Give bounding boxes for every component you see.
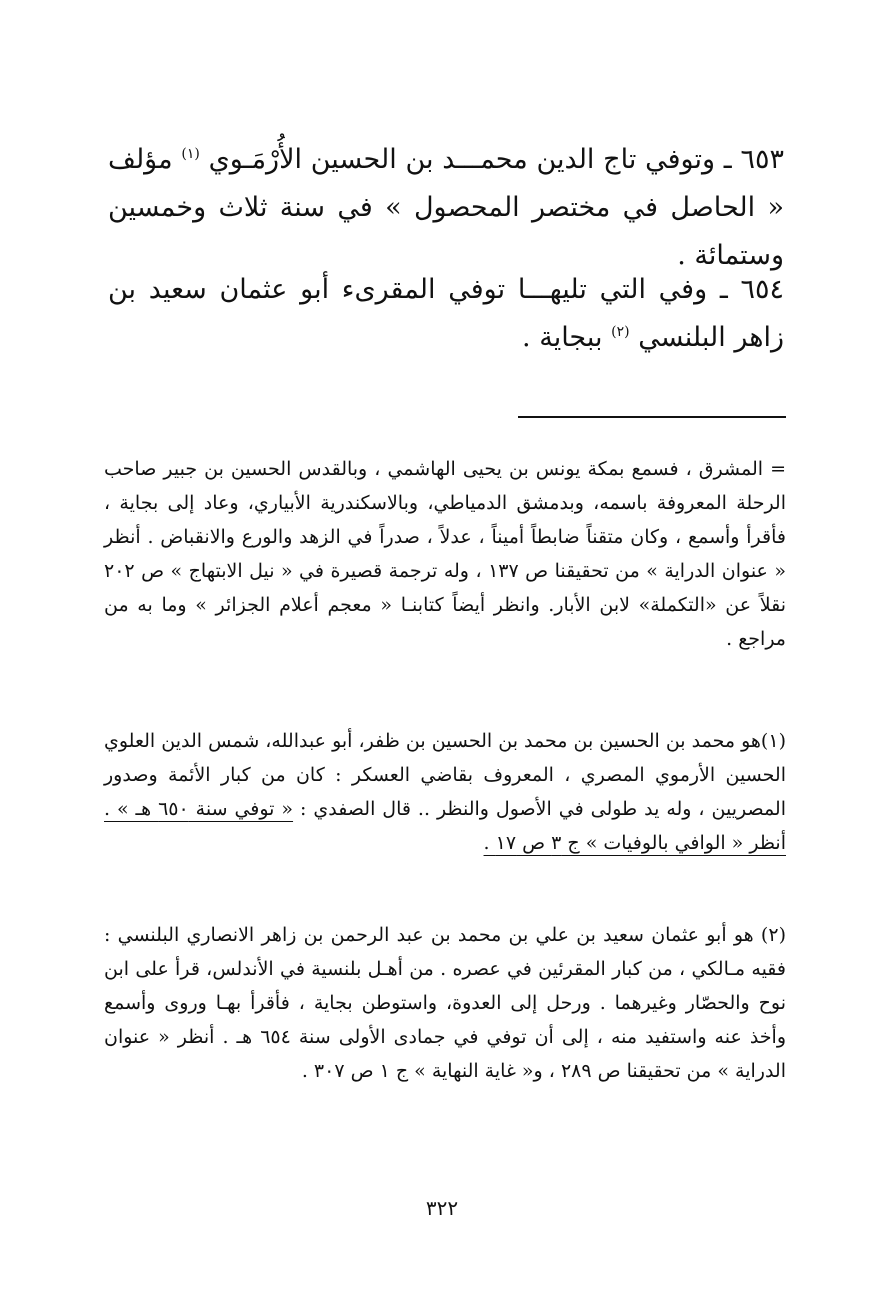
entry-653-text-start: ٦٥٣ ـ وتوفي تاج الدين محمـــد بن الحسين الأُرْمَـوي <box>208 144 784 175</box>
entry-653-text-end: مؤلف « الحاصل في مختصر المحصول » في سنة ثلاث وخمسين وستمائة . <box>108 144 784 271</box>
footnote-1 <box>104 724 786 860</box>
footnote-ref-1: (١) <box>181 146 200 162</box>
footnote-separator <box>518 416 786 418</box>
footnote-1-underlined-text: « توفي سنة ٦٥٠ هـ » . أنظر « الوافي بالوفيات » ج ٣ ص ١٧ . <box>104 798 786 854</box>
footnote-continued: = المشرق ، فسمع بمكة يونس بن يحيى الهاشمي ، وبالقدس الحسين بن جبير صاحب الرحلة المعروفة باسمه، وبدمشق الدمياطي، وبالاسكندرية الأبياري، وعاد إلى بجاية ، فأقرأ وأسمع ، وكان متقناً ضابطاً أميناً ، عدلاً ، صدراً في الزهد والورع والانقباض . أنظر « عنوان الدراية » من تحقيقنا ص ١٣٧ ، وله ترجمة قصيرة في « نيل الابتهاج » ص ٢٠٢ نقلاً عن «التكملة» لابن الأبار. وانظر أيضاً كتابنـا « معجم أعلام الجزائر » وما به من مراجع . <box>104 458 786 650</box>
entry-654-text-end: ببجاية . <box>522 322 603 353</box>
page-number: ٣٢٢ <box>425 1196 459 1220</box>
footnote-2: (٢) هو أبو عثمان سعيد بن علي بن محمد بن عبد الرحمن بن زاهر الانصاري البلنسي : فقيه مـالكي ، من كبار المقرئين في عصره . من أهـل بلنسية في الأندلس، قرأ على ابن نوح والحصّار وغيرهما . ورحل إلى العدوة، واستوطن بجاية ، فأقرأ بهـا وروى وأسمع وأخذ عنه واستفيد منه ، إلى أن توفي في جمادى الأولى سنة ٦٥٤ هـ . أنظر « عنوان الدراية » من تحقيقنا ص ٢٨٩ ، و« غاية النهاية » ج ١ ص ٣٠٧ . <box>104 924 786 1082</box>
footnote-1-text: (١)هو محمد بن الحسين بن محمد بن الحسين بن ظفر، أبو عبدالله، شمس الدين العلوي الحسين الأرموي المصري ، المعروف بقاضي العسكر : كان من كبار الأئمة وصدور المصريين ، وله يد طولى في الأصول والنظر .. قال الصفدي : <box>104 730 786 820</box>
entry-654-text-start: ٦٥٤ ـ وفي التي تليهـــا توفي المقرىء أبو عثمان سعيد بن زاهر البلنسي <box>108 274 784 353</box>
entry-653 <box>108 136 784 280</box>
entry-654 <box>108 266 784 362</box>
footnote-ref-2: (٢) <box>611 324 630 340</box>
